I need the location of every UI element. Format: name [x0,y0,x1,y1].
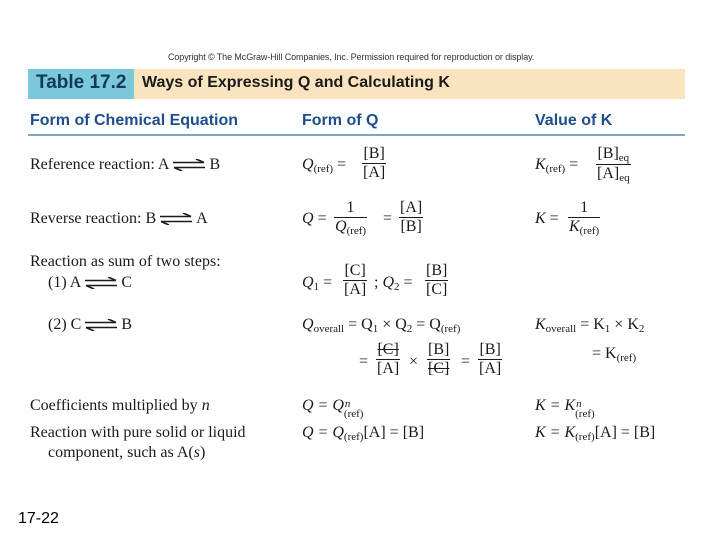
reverse-q-fraction-1: 1 $Q_{(ref)}$ [335,199,367,237]
multiplied-label: Coefficients multiplied by n [30,397,210,414]
row-reference-equation [30,156,220,174]
sum-k-line2: = $K_{(ref)}$ [592,345,637,364]
sum-line2-equals-2: = [461,353,471,370]
slide-number: 17-22 [18,510,59,527]
table-title-band [28,69,685,99]
reference-product: B [209,156,221,173]
equilibrium-arrow-icon [159,213,193,225]
pure-label-line-2: component, such as A(s) [48,444,206,461]
reverse-equals: = [383,210,393,227]
sum-line2-equals-1: = [359,353,369,370]
equilibrium-arrow-icon [84,277,118,289]
reference-q-lhs: $Q_{(ref)}$ = [302,156,347,175]
table-title: Ways of Expressing Q and Calculating K [142,74,450,91]
sum-label: Reaction as sum of two steps: [30,253,221,270]
sum-step-2: (2) C B [48,316,132,333]
sum-q-overall: $Q_{overall} = Q_1 \times Q_2 = Q_{(ref)}$ [302,316,461,335]
sum-q1-lhs: $Q_1$ = [302,274,333,293]
multiplied-q: Q = Q n (ref) [302,397,364,420]
sum-q1-fraction: $\frac{[C]}{[A]}$ [344,262,367,298]
reference-k-lhs: $K_{(ref)}$ = [535,156,579,175]
sum-q2-lhs: ; $Q_2$ = [374,274,413,293]
header-form-of-equation: Form of Chemical Equation [30,112,239,129]
header-divider [28,134,685,136]
header-value-of-k: Value of K [535,112,613,129]
copyright-notice: Copyright © The McGraw-Hill Companies, Inc. Permission required for reproduction or display. [168,52,535,62]
table-number-box [28,69,134,99]
sum-q2-fraction: $\frac{[B]}{[C]}$ [426,262,448,298]
sum-step-1: (1) A C [48,274,132,291]
pure-q: $Q = Q_{(ref)}[A] = [B]$ [302,424,425,443]
sum-line2-times: × [409,353,419,370]
sum-line2-fraction-1: $\frac{[C]}{[A]}$ [377,341,400,377]
multiplied-k: K = K n (ref) [535,397,595,420]
reference-k-fraction: $\frac{[B]_{eq}}{[A]_{eq}}$ [597,145,630,184]
reverse-q-fraction-2: $\frac{[A]}{[B]}$ [400,199,423,235]
header-form-of-q: Form of Q [302,112,379,129]
sum-k-overall: $K_{overall} = K_1 \times K_2$ [535,316,645,335]
reverse-k-fraction: 1 $K_{(ref)}$ [569,199,600,237]
table-number: Table 17.2 [36,72,127,93]
equilibrium-arrow-icon [172,159,206,171]
reference-q-fraction: $\frac{[B]}{[A]}$ [363,145,386,181]
sum-line2-fraction-2: $\frac{[B]}{[C]}$ [428,341,450,377]
reverse-k-lhs: K = [535,210,559,227]
reverse-label: Reverse reaction: B [30,210,157,227]
pure-label-line-1: Reaction with pure solid or liquid [30,424,246,441]
reverse-product: A [196,210,208,227]
pure-k: $K = K_{(ref)}[A] = [B]$ [535,424,656,443]
row-reverse-equation [30,210,208,228]
sum-line2-fraction-3: $\frac{[B]}{[A]}$ [479,341,502,377]
reverse-q-lhs: Q = [302,210,327,227]
equilibrium-arrow-icon [84,319,118,331]
reference-label: Reference reaction: A [30,156,170,173]
